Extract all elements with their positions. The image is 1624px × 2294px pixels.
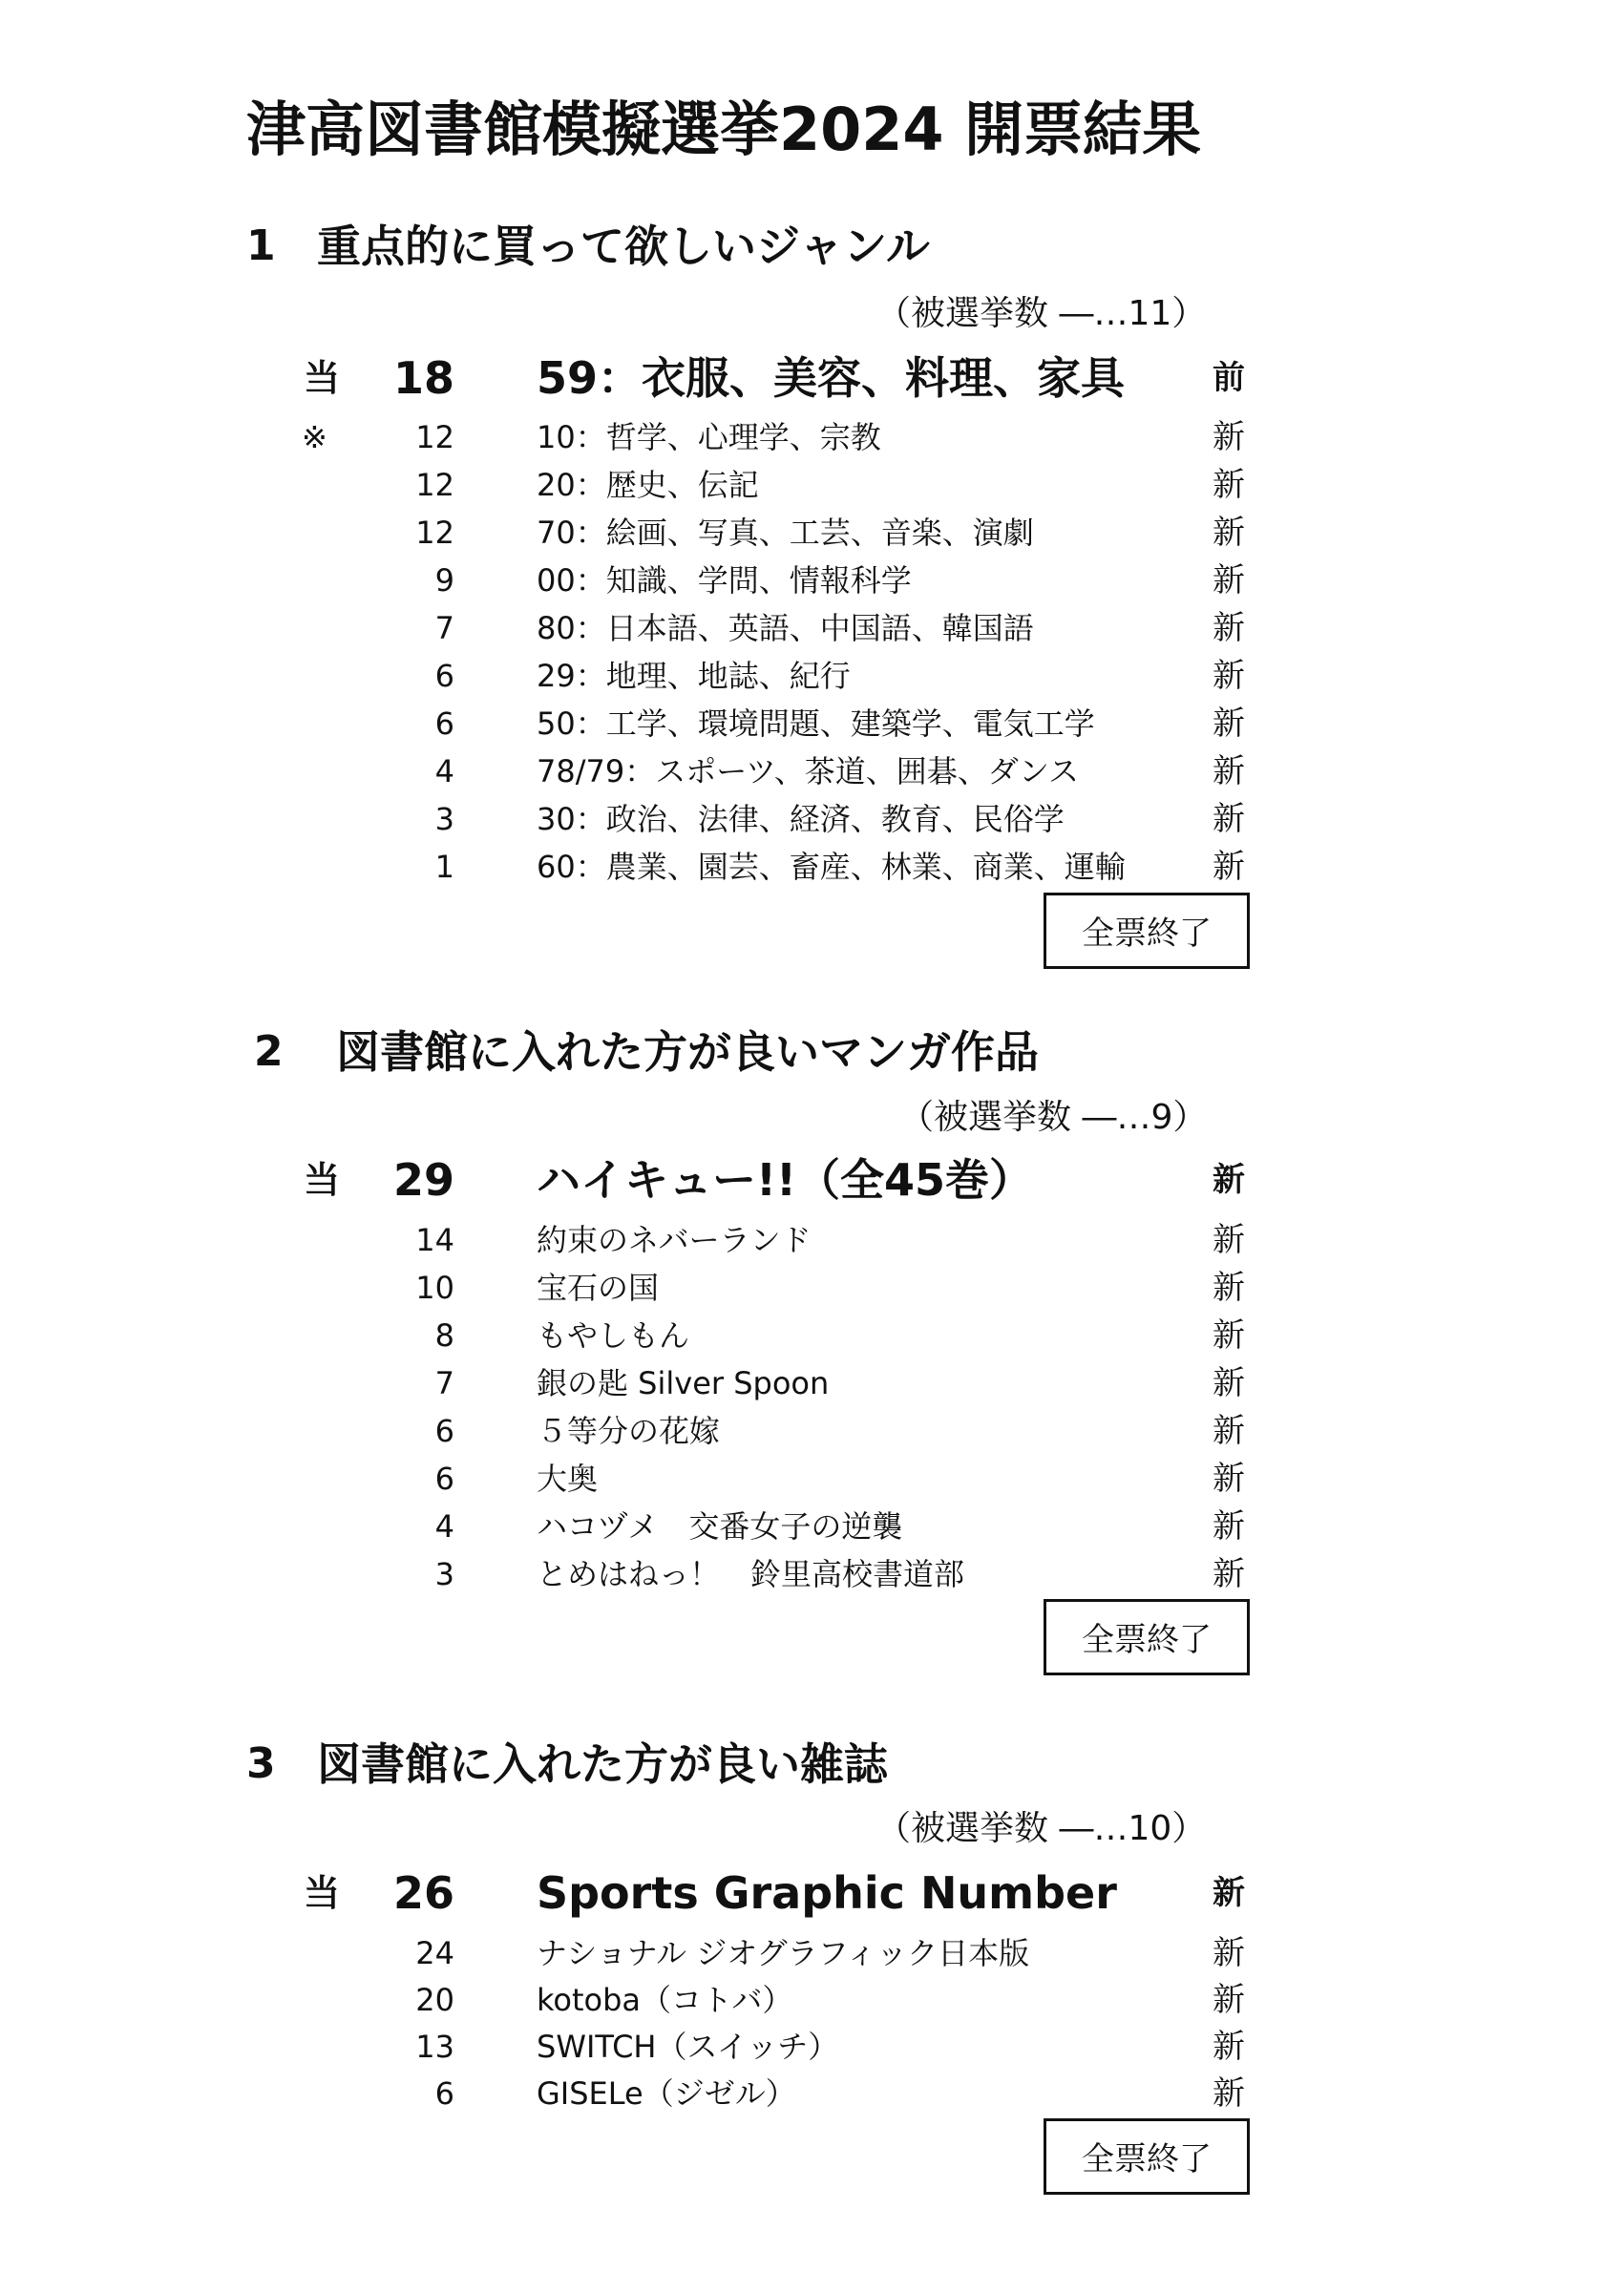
row-status-tag: 新 [1213, 561, 1245, 600]
row-name: ハコヅメ 交番女子の逆襲 [537, 1508, 903, 1545]
row-votes: 3 [434, 801, 454, 837]
row-votes: 12 [415, 419, 454, 455]
row-name: 78/79：スポーツ、茶道、囲碁、ダンス [537, 753, 1080, 789]
row-votes: 20 [415, 1982, 454, 2018]
section-1-all-counted-stamp: 全票終了 [1044, 893, 1250, 969]
winner-votes: 29 [392, 1154, 454, 1206]
winner-name: ハイキュー!!（全45巻） [537, 1154, 1033, 1206]
row-note-mark: ※ [302, 419, 327, 455]
row-name: 60：農業、園芸、畜産、林業、商業、運輸 [537, 849, 1126, 885]
row-name: 10：哲学、心理学、宗教 [537, 419, 881, 455]
section-3-heading: 図書館に入れた方が良い雑誌 [317, 1738, 888, 1790]
row-status-tag: 新 [1213, 1269, 1245, 1307]
row-name: 00：知識、学問、情報科学 [537, 562, 912, 599]
row-name: 50：工学、環境問題、建築学、電気工学 [537, 705, 1095, 742]
section-2-number: 2 [254, 1027, 284, 1076]
row-votes: 10 [415, 1270, 454, 1306]
row-name: ５等分の花嫁 [537, 1413, 721, 1449]
row-status-tag: 新 [1213, 1507, 1245, 1546]
row-status-tag: 新 [1213, 705, 1245, 743]
row-name: 29：地理、地誌、紀行 [537, 658, 851, 694]
row-votes: 9 [434, 562, 454, 599]
winner-votes: 26 [392, 1867, 454, 1919]
row-status-tag: 新 [1213, 1221, 1245, 1259]
row-votes: 7 [434, 1365, 454, 1401]
section-3-number: 3 [246, 1739, 276, 1788]
row-status-tag: 新 [1213, 752, 1245, 790]
row-name: もやしもん [537, 1317, 690, 1354]
row-votes: 3 [434, 1556, 454, 1592]
page-title: 津高図書館模擬選挙2024 開票結果 [246, 95, 1202, 164]
row-name: GISELe（ジゼル） [537, 2075, 796, 2112]
section-2-heading: 図書館に入れた方が良いマンガ作品 [336, 1026, 1039, 1078]
section-2-candidate-count: （被選挙数 ―…9） [899, 1098, 1208, 1137]
section-2-all-counted-stamp: 全票終了 [1044, 1599, 1250, 1675]
row-name: kotoba（コトバ） [537, 1982, 793, 2018]
row-status-tag: 新 [1213, 1412, 1245, 1450]
winner-status-tag: 前 [1213, 359, 1245, 397]
row-name: 80：日本語、英語、中国語、韓国語 [537, 610, 1034, 646]
section-3-candidate-count: （被選挙数 ―…10） [876, 1809, 1207, 1848]
row-votes: 6 [434, 705, 454, 742]
section-1-candidate-count: （被選挙数 ―…11） [876, 294, 1207, 333]
row-status-tag: 新 [1213, 1981, 1245, 2019]
section-1-heading: 重点的に買って欲しいジャンル [317, 221, 930, 272]
row-votes: 13 [415, 2029, 454, 2065]
winner-mark: 当 [304, 1872, 341, 1914]
row-name: ナショナル ジオグラフィック日本版 [537, 1935, 1030, 1971]
row-status-tag: 新 [1213, 2074, 1245, 2113]
winner-name: 59：衣服、美容、料理、家具 [537, 352, 1126, 404]
row-votes: 12 [415, 467, 454, 503]
row-votes: 8 [434, 1317, 454, 1354]
row-name: SWITCH（スイッチ） [537, 2029, 839, 2065]
row-votes: 12 [415, 515, 454, 551]
winner-status-tag: 新 [1213, 1161, 1245, 1199]
row-status-tag: 新 [1213, 1364, 1245, 1402]
row-votes: 7 [434, 610, 454, 646]
row-votes: 24 [415, 1935, 454, 1971]
row-status-tag: 新 [1213, 1460, 1245, 1498]
row-status-tag: 新 [1213, 418, 1245, 456]
row-status-tag: 新 [1213, 1316, 1245, 1355]
winner-name: Sports Graphic Number [537, 1867, 1117, 1919]
row-name: 宝石の国 [537, 1270, 660, 1306]
row-name: 銀の匙 Silver Spoon [537, 1365, 830, 1401]
row-name: 大奥 [537, 1461, 599, 1497]
row-status-tag: 新 [1213, 1555, 1245, 1593]
row-name: 70：絵画、写真、工芸、音楽、演劇 [537, 515, 1034, 551]
row-status-tag: 新 [1213, 1934, 1245, 1972]
winner-votes: 18 [392, 352, 454, 404]
row-status-tag: 新 [1213, 848, 1245, 886]
row-votes: 6 [434, 658, 454, 694]
row-votes: 1 [434, 849, 454, 885]
row-votes: 4 [434, 753, 454, 789]
row-votes: 14 [415, 1222, 454, 1258]
row-name: 20：歴史、伝記 [537, 467, 759, 503]
row-name: 約束のネバーランド [537, 1222, 812, 1258]
winner-mark: 当 [304, 1159, 341, 1201]
row-name: とめはねっ！ 鈴里高校書道部 [537, 1556, 965, 1592]
row-votes: 6 [434, 1413, 454, 1449]
row-name: 30：政治、法律、経済、教育、民俗学 [537, 801, 1065, 837]
winner-mark: 当 [304, 357, 341, 399]
row-status-tag: 新 [1213, 609, 1245, 647]
row-status-tag: 新 [1213, 657, 1245, 695]
section-1-number: 1 [246, 221, 276, 270]
section-3-all-counted-stamp: 全票終了 [1044, 2118, 1250, 2195]
row-status-tag: 新 [1213, 800, 1245, 838]
row-status-tag: 新 [1213, 2028, 1245, 2066]
row-votes: 6 [434, 2075, 454, 2112]
row-status-tag: 新 [1213, 466, 1245, 504]
row-votes: 6 [434, 1461, 454, 1497]
winner-status-tag: 新 [1213, 1874, 1245, 1912]
row-status-tag: 新 [1213, 514, 1245, 552]
row-votes: 4 [434, 1508, 454, 1545]
